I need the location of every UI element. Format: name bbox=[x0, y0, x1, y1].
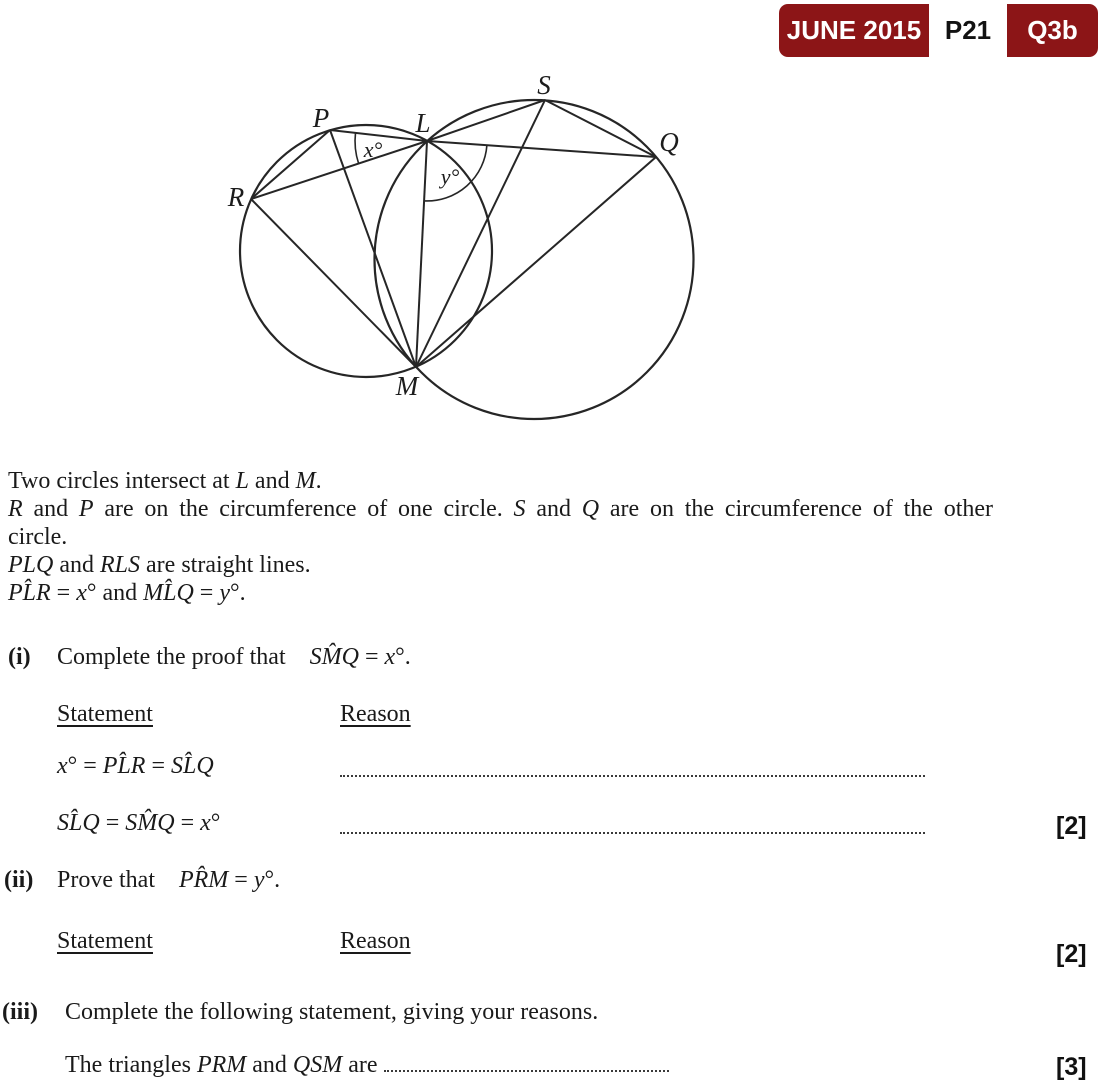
part-iii-prompt: Complete the following statement, giving your reasons. bbox=[65, 999, 599, 1025]
point-label-L: L bbox=[415, 108, 431, 138]
line-R-M bbox=[251, 199, 416, 367]
part-iii-label: (iii) bbox=[2, 999, 38, 1025]
intro-paragraph bbox=[8, 467, 993, 607]
line-R-P bbox=[251, 130, 330, 199]
badge-session: JUNE 2015 bbox=[779, 4, 929, 57]
part-i-statement-row-2: SL̂Q = SM̂Q = x° bbox=[57, 810, 221, 836]
line-S-M bbox=[416, 100, 545, 367]
intro-line-3: circle. bbox=[8, 524, 68, 550]
part-i-reason-answer-line-1 bbox=[340, 749, 925, 777]
left-circle bbox=[240, 125, 492, 377]
angle-arc-x bbox=[355, 133, 359, 164]
part-ii-prompt bbox=[57, 866, 280, 894]
part-ii-reason-header: Reason bbox=[340, 928, 411, 954]
angle-label-x: x° bbox=[363, 137, 383, 162]
line-S-Q bbox=[545, 100, 656, 157]
line-L-M bbox=[416, 141, 427, 367]
point-label-R: R bbox=[227, 182, 245, 212]
part-iii-answer-text: The triangles PRM and QSM are bbox=[65, 1052, 384, 1078]
angle-label-y: y° bbox=[440, 164, 460, 189]
intro-line-2: R and P are on the circumference of one circle. S and Q are on the circumference of the other bbox=[8, 496, 994, 522]
part-i-reason-answer-line-2 bbox=[340, 806, 925, 834]
part-i-marks: [2] bbox=[1056, 812, 1087, 840]
part-i-statement-row-1: x° = PL̂R = SL̂Q bbox=[57, 753, 214, 779]
point-label-Q: Q bbox=[659, 127, 679, 157]
line-L-Q bbox=[427, 141, 656, 157]
badge-question: Q3b bbox=[1007, 4, 1098, 57]
part-i-reason-header: Reason bbox=[340, 701, 411, 727]
point-label-S: S bbox=[537, 70, 551, 100]
badge-paper: P21 bbox=[929, 4, 1007, 57]
chords bbox=[251, 100, 656, 367]
part-i-prompt-text: Complete the proof that bbox=[57, 644, 286, 670]
part-ii-label: (ii) bbox=[4, 867, 34, 893]
part-ii-prompt-text: Prove that bbox=[57, 867, 155, 893]
part-iii-answer-line bbox=[384, 1051, 669, 1072]
point-label-M: M bbox=[395, 371, 419, 401]
part-iii-answer bbox=[65, 1051, 669, 1079]
line-R-L bbox=[251, 141, 427, 199]
intro-line-4: PLQ and RLS are straight lines. bbox=[8, 552, 311, 578]
intro-line-1: Two circles intersect at L and M. bbox=[8, 468, 322, 494]
line-P-M bbox=[330, 130, 416, 367]
part-ii-statement-header: Statement bbox=[57, 928, 153, 954]
part-i-formula: SM̂Q = x°. bbox=[309, 644, 411, 670]
geometry-diagram bbox=[0, 0, 1100, 460]
part-i-label: (i) bbox=[8, 644, 31, 670]
part-i-prompt bbox=[57, 643, 411, 671]
part-iii-marks: [3] bbox=[1056, 1053, 1087, 1081]
point-label-P: P bbox=[312, 103, 330, 133]
part-ii-marks: [2] bbox=[1056, 940, 1087, 968]
part-ii-formula: PR̂M = y°. bbox=[178, 867, 281, 893]
intro-line-5: PL̂R = x° and ML̂Q = y°. bbox=[8, 580, 246, 606]
part-i-statement-header: Statement bbox=[57, 701, 153, 727]
